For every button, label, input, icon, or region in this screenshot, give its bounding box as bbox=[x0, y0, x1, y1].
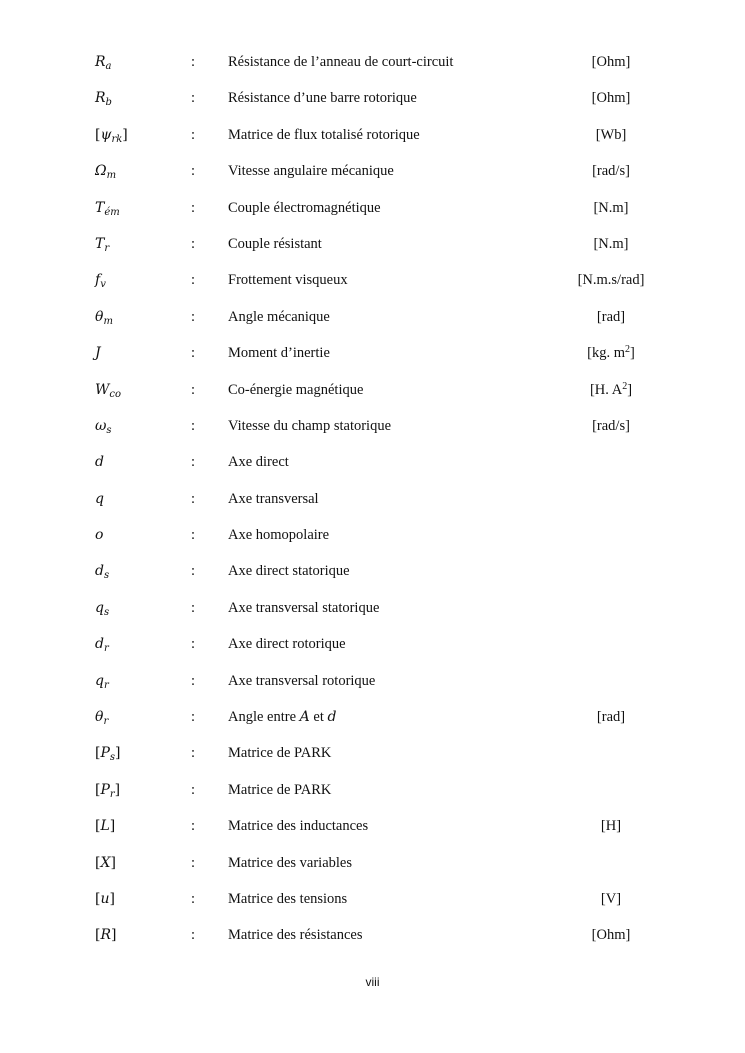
separator-colon: : bbox=[191, 454, 196, 471]
description bbox=[228, 153, 394, 189]
description bbox=[228, 881, 347, 917]
symbol bbox=[95, 80, 112, 116]
description bbox=[228, 663, 375, 699]
nomenclature-row bbox=[0, 190, 745, 226]
description bbox=[228, 517, 329, 553]
nomenclature-row bbox=[0, 481, 745, 517]
unit-text: [V] bbox=[600, 890, 622, 907]
symbol bbox=[95, 444, 104, 480]
unit bbox=[551, 808, 671, 844]
separator-colon: : bbox=[191, 381, 196, 398]
symbol-base: ψ bbox=[100, 126, 112, 143]
unit bbox=[551, 408, 671, 444]
description bbox=[228, 262, 348, 298]
unit bbox=[551, 299, 671, 335]
nomenclature-row bbox=[0, 335, 745, 371]
page-number: viii bbox=[365, 975, 380, 989]
separator-colon: : bbox=[191, 417, 196, 434]
description-text: Résistance de l’anneau de court-circuit bbox=[228, 54, 454, 70]
symbol-bracket-close: ] bbox=[114, 781, 121, 798]
nomenclature-row bbox=[0, 845, 745, 881]
symbol-bracket-open: [ bbox=[95, 126, 101, 143]
symbol-subscript: r bbox=[103, 716, 109, 728]
symbol bbox=[95, 153, 116, 189]
symbol bbox=[95, 517, 103, 553]
description bbox=[228, 444, 289, 480]
symbol-subscript: rk bbox=[111, 133, 123, 145]
unit bbox=[551, 190, 671, 226]
separator-colon: : bbox=[191, 745, 196, 762]
separator-colon: : bbox=[191, 636, 196, 653]
symbol-base: P bbox=[100, 745, 110, 762]
unit-text: [rad/s] bbox=[592, 163, 630, 180]
symbol bbox=[95, 190, 120, 226]
description bbox=[228, 481, 319, 517]
description-text: Matrice des inductances bbox=[228, 818, 369, 835]
symbol bbox=[95, 626, 109, 662]
symbol bbox=[95, 372, 121, 408]
symbol-base: W bbox=[95, 381, 110, 398]
symbol-bracket-close: ] bbox=[122, 126, 128, 143]
description-text: Axe transversal bbox=[228, 490, 319, 507]
separator-colon: : bbox=[191, 527, 196, 544]
symbol bbox=[95, 553, 109, 589]
description-text: Vitesse angulaire mécanique bbox=[228, 163, 394, 180]
symbol-subscript: m bbox=[103, 315, 113, 327]
unit-text: [N.m] bbox=[593, 235, 629, 252]
description-text: Matrice des variables bbox=[228, 854, 353, 871]
symbol-base: q bbox=[95, 599, 104, 616]
symbol-subscript: r bbox=[103, 679, 109, 691]
description bbox=[228, 845, 352, 881]
nomenclature-row bbox=[0, 444, 745, 480]
unit bbox=[551, 917, 671, 953]
symbol-base: θ bbox=[95, 308, 104, 325]
description-text: Matrice de PARK bbox=[228, 781, 332, 798]
description-text: Axe direct bbox=[228, 454, 289, 471]
unit-text: [H. A bbox=[589, 381, 623, 398]
description-text: Co-énergie magnétique bbox=[228, 381, 364, 398]
nomenclature-row bbox=[0, 699, 745, 735]
nomenclature-row bbox=[0, 153, 745, 189]
symbol-subscript: r bbox=[103, 643, 109, 655]
description bbox=[228, 772, 331, 808]
symbol bbox=[95, 299, 113, 335]
symbol-subscript: s bbox=[109, 752, 116, 764]
unit-text: [Ohm] bbox=[591, 90, 631, 107]
symbol-base: d bbox=[95, 636, 104, 653]
separator-colon: : bbox=[191, 90, 196, 107]
nomenclature-row bbox=[0, 626, 745, 662]
description-text: Couple résistant bbox=[228, 235, 322, 252]
description bbox=[228, 80, 417, 116]
unit-text: [Ohm] bbox=[591, 54, 631, 70]
symbol-base: u bbox=[100, 890, 110, 907]
description bbox=[228, 917, 362, 953]
description-text: Matrice des résistances bbox=[228, 927, 363, 944]
nomenclature-list bbox=[0, 44, 745, 954]
symbol-subscript: s bbox=[106, 424, 112, 436]
unit-text: [rad] bbox=[596, 709, 626, 726]
description-text: Axe transversal rotorique bbox=[228, 672, 376, 689]
description bbox=[228, 117, 420, 153]
separator-colon: : bbox=[191, 490, 196, 507]
symbol-base: P bbox=[100, 781, 110, 798]
unit-text: [rad/s] bbox=[592, 417, 630, 434]
description bbox=[228, 735, 331, 771]
symbol-base: d bbox=[95, 454, 104, 471]
description-text: Résistance d’une barre rotorique bbox=[228, 90, 417, 107]
symbol bbox=[95, 735, 121, 771]
symbol-subscript: s bbox=[103, 606, 110, 618]
symbol-bracket-open: [ bbox=[95, 818, 101, 835]
description-text: Matrice des tensions bbox=[228, 890, 348, 907]
separator-colon: : bbox=[191, 927, 196, 944]
symbol-base: d bbox=[95, 563, 104, 580]
symbol-base: R bbox=[95, 54, 106, 70]
separator-colon: : bbox=[191, 563, 196, 580]
symbol-subscript: a bbox=[105, 61, 112, 72]
symbol-subscript: s bbox=[103, 570, 110, 582]
separator-colon: : bbox=[191, 854, 196, 871]
unit bbox=[551, 372, 671, 408]
description-text: Couple électromagnétique bbox=[228, 199, 381, 216]
symbol-subscript: r bbox=[104, 242, 110, 254]
description bbox=[228, 808, 368, 844]
separator-colon: : bbox=[191, 672, 196, 689]
nomenclature-row bbox=[0, 590, 745, 626]
symbol-base: q bbox=[95, 672, 104, 689]
description bbox=[228, 44, 453, 80]
symbol-base: L bbox=[100, 818, 110, 835]
unit bbox=[551, 80, 671, 116]
unit bbox=[551, 44, 671, 80]
description bbox=[228, 335, 330, 371]
nomenclature-row bbox=[0, 299, 745, 335]
symbol-bracket-close: ] bbox=[110, 854, 116, 871]
description bbox=[228, 553, 350, 589]
symbol-subscript: b bbox=[105, 97, 112, 109]
description-text: Angle entre bbox=[228, 709, 300, 726]
symbol bbox=[95, 699, 108, 735]
symbol-subscript: v bbox=[100, 279, 106, 291]
nomenclature-row bbox=[0, 372, 745, 408]
symbol-base: q bbox=[95, 490, 104, 507]
symbol bbox=[95, 408, 112, 444]
description bbox=[228, 626, 346, 662]
unit bbox=[551, 117, 671, 153]
symbol-base: T bbox=[95, 199, 105, 216]
description bbox=[228, 699, 336, 735]
unit bbox=[551, 153, 671, 189]
nomenclature-row bbox=[0, 408, 745, 444]
nomenclature-row bbox=[0, 663, 745, 699]
unit bbox=[551, 262, 671, 298]
symbol-base: ω bbox=[95, 417, 107, 434]
description-text: Matrice de PARK bbox=[228, 745, 332, 762]
nomenclature-row bbox=[0, 226, 745, 262]
symbol-bracket-open: [ bbox=[95, 890, 101, 907]
description bbox=[228, 372, 363, 408]
unit bbox=[551, 699, 671, 735]
description-text: Axe direct statorique bbox=[228, 563, 350, 580]
description bbox=[228, 226, 322, 262]
symbol-bracket-open: [ bbox=[95, 781, 101, 798]
unit-text: [kg. m bbox=[587, 345, 625, 362]
symbol bbox=[95, 772, 120, 808]
unit-superscript: 2 bbox=[625, 344, 630, 356]
separator-colon: : bbox=[191, 818, 196, 835]
nomenclature-row bbox=[0, 553, 745, 589]
unit bbox=[551, 335, 671, 371]
symbol-bracket-close: ] bbox=[111, 927, 117, 944]
nomenclature-row bbox=[0, 772, 745, 808]
separator-colon: : bbox=[191, 272, 196, 289]
symbol bbox=[95, 590, 109, 626]
nomenclature-row bbox=[0, 44, 745, 80]
symbol bbox=[95, 881, 115, 917]
symbol bbox=[95, 663, 109, 699]
symbol-base: J bbox=[95, 345, 101, 362]
description-text: Axe transversal statorique bbox=[228, 599, 380, 616]
unit bbox=[551, 226, 671, 262]
separator-colon: : bbox=[191, 781, 196, 798]
symbol-bracket-close: ] bbox=[109, 890, 115, 907]
separator-colon: : bbox=[191, 126, 196, 143]
symbol-base: o bbox=[95, 527, 104, 544]
symbol-bracket-open: [ bbox=[95, 745, 101, 762]
description-text: Vitesse du champ statorique bbox=[228, 417, 392, 434]
symbol bbox=[95, 117, 128, 153]
unit-text: [rad] bbox=[596, 308, 626, 325]
nomenclature-row bbox=[0, 80, 745, 116]
separator-colon: : bbox=[191, 235, 196, 252]
symbol-base: X bbox=[100, 854, 111, 871]
symbol bbox=[95, 335, 101, 371]
symbol-bracket-close: ] bbox=[115, 745, 121, 762]
symbol bbox=[95, 845, 116, 881]
nomenclature-row bbox=[0, 735, 745, 771]
separator-colon: : bbox=[191, 163, 196, 180]
description bbox=[228, 190, 381, 226]
description-variable: A bbox=[299, 709, 310, 726]
symbol-bracket-open: [ bbox=[95, 854, 101, 871]
unit-text: [H] bbox=[600, 818, 622, 835]
nomenclature-row bbox=[0, 262, 745, 298]
symbol-base: Ω bbox=[95, 163, 107, 180]
symbol-subscript: m bbox=[106, 170, 117, 182]
symbol-base: R bbox=[100, 927, 112, 944]
separator-colon: : bbox=[191, 54, 196, 70]
unit-bracket-close: ] bbox=[627, 381, 633, 398]
symbol bbox=[95, 262, 106, 298]
separator-colon: : bbox=[191, 709, 196, 726]
separator-colon: : bbox=[191, 199, 196, 216]
symbol-subscript: r bbox=[109, 788, 115, 800]
symbol bbox=[95, 44, 112, 80]
unit-text: [Wb] bbox=[595, 126, 627, 143]
separator-colon: : bbox=[191, 308, 196, 325]
symbol-base: f bbox=[95, 272, 101, 289]
description-variable: d bbox=[327, 709, 337, 726]
symbol-subscript: co bbox=[109, 388, 122, 400]
unit-text: [Ohm] bbox=[591, 927, 631, 944]
description bbox=[228, 590, 379, 626]
unit-bracket-close: ] bbox=[630, 345, 635, 362]
symbol-subscript: ém bbox=[104, 206, 120, 218]
symbol bbox=[95, 226, 109, 262]
description-text: Angle mécanique bbox=[228, 308, 330, 325]
description-text: Matrice de flux totalisé rotorique bbox=[228, 126, 420, 143]
symbol bbox=[95, 808, 115, 844]
nomenclature-row bbox=[0, 808, 745, 844]
description-text: Moment d’inertie bbox=[228, 345, 330, 362]
unit-text: [N.m] bbox=[593, 199, 629, 216]
description bbox=[228, 299, 330, 335]
symbol bbox=[95, 917, 116, 953]
description-text: et bbox=[309, 709, 328, 726]
unit-superscript: 2 bbox=[622, 380, 628, 392]
description-text: Frottement visqueux bbox=[228, 272, 348, 289]
unit bbox=[551, 881, 671, 917]
symbol bbox=[95, 481, 104, 517]
nomenclature-row bbox=[0, 517, 745, 553]
symbol-base: T bbox=[95, 235, 105, 252]
description-text: Axe direct rotorique bbox=[228, 636, 346, 653]
description-text: Axe homopolaire bbox=[228, 527, 330, 544]
separator-colon: : bbox=[191, 890, 196, 907]
symbol-bracket-open: [ bbox=[95, 927, 101, 944]
description bbox=[228, 408, 391, 444]
separator-colon: : bbox=[191, 599, 196, 616]
symbol-base: θ bbox=[95, 709, 104, 726]
unit-text: [N.m.s/rad] bbox=[577, 272, 645, 289]
nomenclature-row bbox=[0, 117, 745, 153]
symbol-base: R bbox=[95, 90, 106, 107]
symbol-bracket-close: ] bbox=[109, 818, 116, 835]
nomenclature-row bbox=[0, 881, 745, 917]
separator-colon: : bbox=[191, 345, 196, 362]
nomenclature-row bbox=[0, 917, 745, 953]
